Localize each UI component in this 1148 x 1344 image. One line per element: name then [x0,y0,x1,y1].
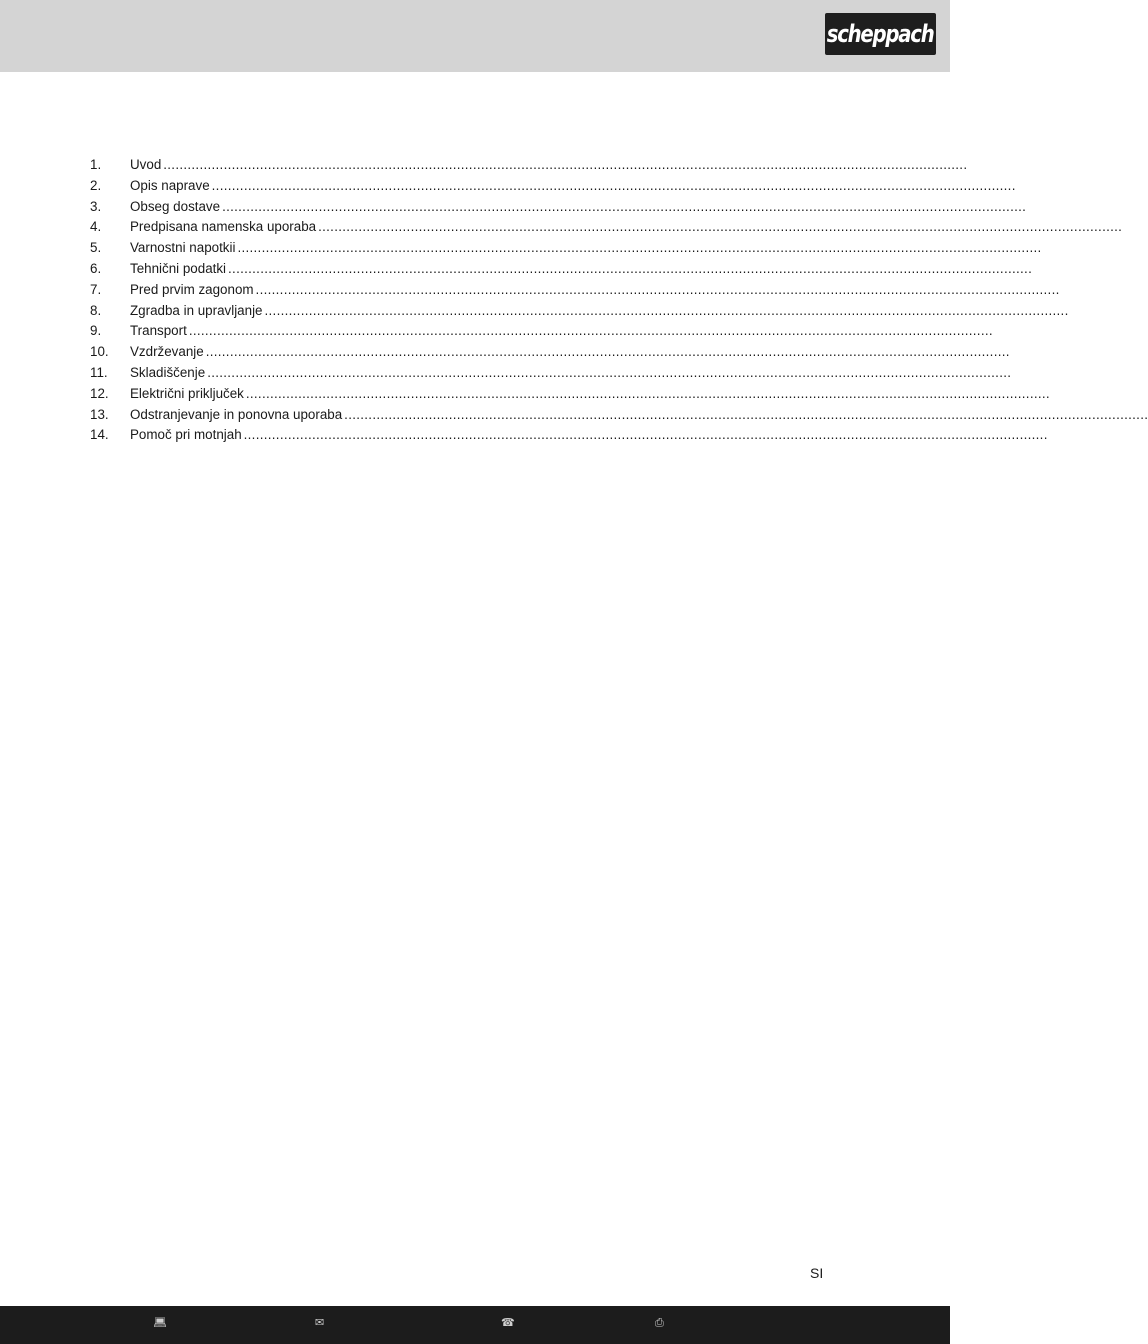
toc-item [90,425,1048,446]
toc-item [90,301,1069,322]
toc-item-number: 6. [90,260,102,276]
computer-icon: 💻︎ [153,1316,167,1329]
toc-dot-leader: ........................................................................................................................................................................................................ [207,364,1012,380]
toc-item-title: Električni priključek [130,385,244,401]
toc-item-number: 7. [90,281,102,297]
header-band [0,0,950,72]
toc-dot-leader: ........................................................................................................................................................................................................ [255,281,1060,297]
toc-item-number: 12. [90,385,109,401]
toc-item-number: 4. [90,219,102,235]
toc-dot-leader: ........................................................................................................................................................................................................ [245,385,1050,401]
toc-item-title: Transport [130,323,187,339]
toc-dot-leader: ........................................................................................................................................................................................................ [222,198,1027,214]
toc-item-title: Pomoč pri motnjah [130,427,242,443]
toc-item [90,217,1123,238]
toc-item [90,321,993,342]
toc-dot-leader: ........................................................................................................................................................................................................ [237,240,1042,256]
toc-item [90,384,1050,405]
footer-band [0,1306,950,1344]
toc-item-title: Predpisana namenska uporaba [130,219,317,235]
toc-dot-leader: ........................................................................................................................................................................................................ [344,406,1148,422]
toc-item [90,176,1016,197]
toc-item-title: Vzdrževanje [130,344,204,360]
toc-item-title: Opis naprave [130,177,210,193]
toc-item [90,197,1027,218]
toc-item-number: 3. [90,198,102,214]
toc-item [90,405,1148,426]
toc-item [90,280,1060,301]
toc-item-number: 1. [90,157,102,172]
toc-dot-leader: ........................................................................................................................................................................................................ [163,157,968,172]
toc-item-number: 5. [90,240,102,256]
toc-item-title: Skladiščenje [130,364,206,380]
toc-item-number: 8. [90,302,102,318]
toc-item-number: 10. [90,344,109,360]
phone-icon: ☎ [501,1316,515,1329]
toc-item [90,155,968,176]
language-code: SI [810,1265,824,1281]
toc-dot-leader: ........................................................................................................................................................................................................ [211,177,1016,193]
toc-item-title: Uvod [130,157,162,172]
table-of-contents [90,155,1148,446]
toc-item [90,238,1042,259]
toc-item [90,363,1012,384]
toc-item-number: 2. [90,177,102,193]
toc-item-number: 14. [90,427,109,443]
toc-item [90,342,1010,363]
toc-dot-leader: ........................................................................................................................................................................................................ [264,302,1069,318]
toc-item-title: Varnostni napotkii [130,240,236,256]
toc-dot-leader: ........................................................................................................................................................................................................ [243,427,1048,443]
toc-item-number: 9. [90,323,102,339]
scheppach-logo [825,13,936,55]
toc-item-title: Obseg dostave [130,198,221,214]
toc-item-number: 11. [90,364,108,380]
logo-text: scheppach [827,20,934,48]
toc-item-title: Odstranjevanje in ponovna uporaba [130,406,343,422]
toc-item [90,259,1033,280]
toc-item-title: Tehnični podatki [130,260,227,276]
toc-dot-leader: ........................................................................................................................................................................................................ [188,323,993,339]
toc-item-number: 13. [90,406,109,422]
toc-dot-leader: ........................................................................................................................................................................................................ [228,260,1033,276]
toc-dot-leader: ........................................................................................................................................................................................................ [205,344,1010,360]
toc-dot-leader: ........................................................................................................................................................................................................ [318,219,1123,235]
fax-icon: ⎙ [655,1316,664,1329]
toc-item-title: Zgradba in upravljanje [130,302,263,318]
email-icon: ✉ [315,1316,325,1329]
toc-item-title: Pred prvim zagonom [130,281,254,297]
